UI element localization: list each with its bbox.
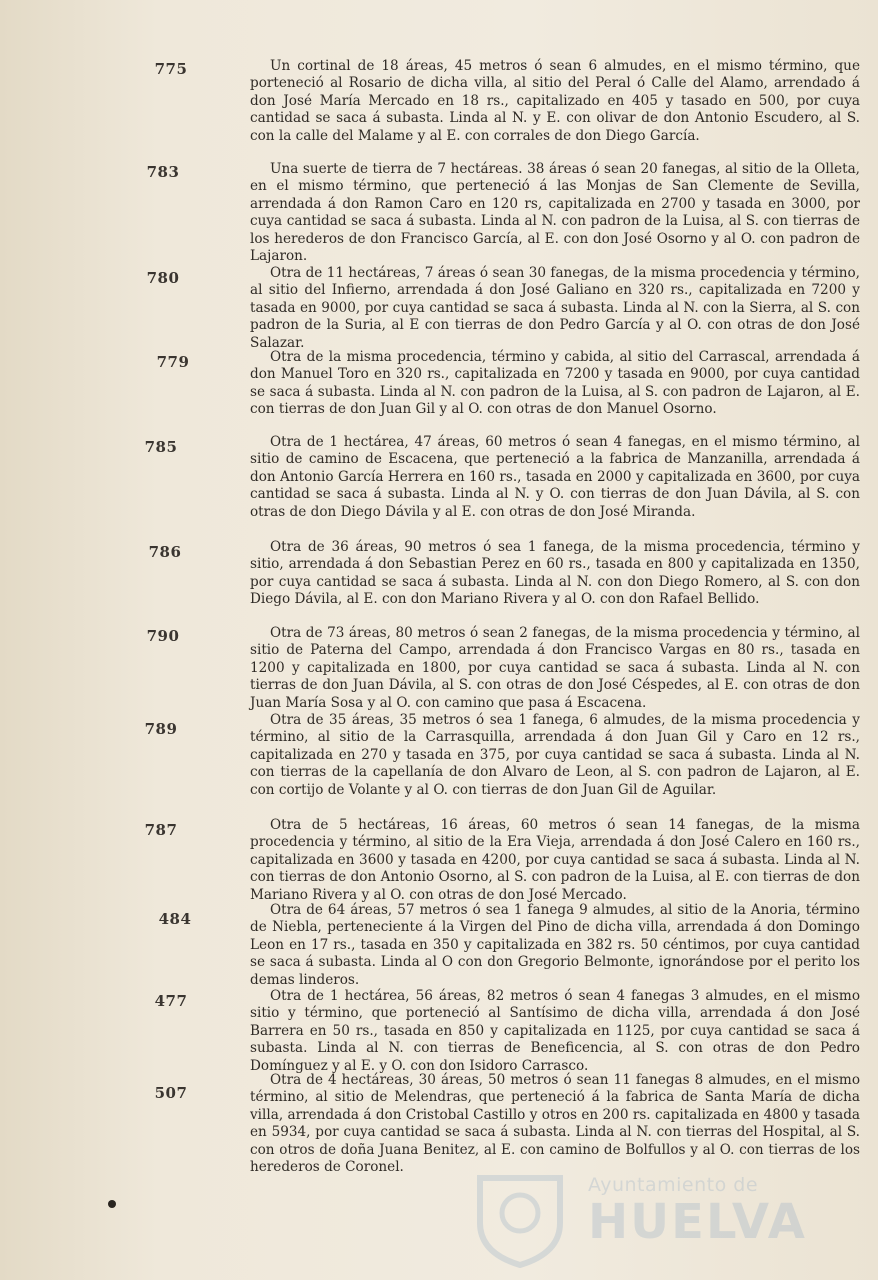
entry-number: 477 xyxy=(154,992,188,1010)
shield-icon xyxy=(470,1168,570,1268)
entry-text: Otra de 4 hectáreas, 30 áreas, 50 metros ó sean 11 fanegas 8 almudes, en el mismo término, al sitio de Melendras, que perteneció á la fabrica de Santa María de dicha villa, arrendada á don Cristobal Castillo y otros en 200 rs. capitalizada en 4800 y tasada en 5934, por cuya cantidad se saca á subasta. Linda al N. con tierras del Hospital, al S. con otros de doña Juana Benitez, al E. con camino de Bolfullos y al O. con tierras de los herederos de Coronel. xyxy=(250,1072,860,1176)
entry-text: Otra de 64 áreas, 57 metros ó sea 1 fanega 9 almudes, al sitio de la Anoria, término de Niebla, perteneciente á la Virgen del Pino de dicha villa, arrendada á don Domingo Leon en 17 rs., tasada en 350 y capitalizada en 382 rs. 50 céntimos, por cuya cantidad se saca á subasta. Linda al O con don Gregorio Belmonte, ignorándose por el perito los demas linderos. xyxy=(250,902,860,988)
entry-number: 783 xyxy=(146,163,180,181)
entry-number: 775 xyxy=(154,60,188,78)
entry-number: 779 xyxy=(156,353,190,371)
entry-number: 786 xyxy=(148,543,182,561)
entry-number: 785 xyxy=(144,438,178,456)
entry-number: 780 xyxy=(146,269,180,287)
watermark-logo xyxy=(470,1168,810,1268)
entry-text: Otra de 35 áreas, 35 metros ó sea 1 fanega, 6 almudes, de la misma procedencia y término, al sitio de la Carrasquilla, arrendada á don Juan Gil y Caro en 12 rs., capitalizada en 270 y tasada en 375, por cuya cantidad se saca á subasta. Linda al N. con tierras de la capellanía de don Alvaro de Leon, al S. con padron de Lajaron, al E. con cortijo de Volante y al O. con tierras de don Juan Gil de Aguilar. xyxy=(250,712,860,798)
entry-text: Otra de 11 hectáreas, 7 áreas ó sean 30 fanegas, de la misma procedencia y término, al sitio del Infierno, arrendada á don José Galiano en 320 rs., capitalizada en 7200 y tasada en 9000, por cuya cantidad se saca á subasta. Linda al N. con la Sierra, al S. con padron de la Suria, al E con tierras de don Pedro García y al O. con otras de don José Salazar. xyxy=(250,265,860,351)
entry-number: 484 xyxy=(158,910,192,928)
entry-text: Un cortinal de 18 áreas, 45 metros ó sean 6 almudes, en el mismo término, que porteneció al Rosario de dicha villa, al sitio del Peral ó Calle del Alamo, arrendado á don José María Mercado en 18 rs., capitalizado en 405 y tasado en 500, por cuya cantidad se saca á subasta. Linda al N. y E. con olivar de don Antonio Escudero, al S. con la calle del Malame y al E. con corrales de don Diego García. xyxy=(250,58,860,144)
entry-text: Otra de la misma procedencia, término y cabida, al sitio del Carrascal, arrendada á don Manuel Toro en 320 rs., capitalizada en 7200 y tasada en 9000, por cuya cantidad se saca á subasta. Linda al N. con padron de la Luisa, al S. con padron de Lajaron, al E. con tierras de don Juan Gil y al O. con otras de don Manuel Osorno. xyxy=(250,349,860,418)
watermark-top-text: Ayuntamiento de xyxy=(588,1174,759,1196)
entry-text: Otra de 5 hectáreas, 16 áreas, 60 metros ó sean 14 fanegas, de la misma procedencia y término, al sitio de la Era Vieja, arrendada á don José Calero en 160 rs., capitalizada en 3600 y tasada en 4200, por cuya cantidad se saca á subasta. Linda al N. con tierras de don Antonio Osorno, al S. con padron de la Luisa, al E. con tierras de don Mariano Rivera y al O. con otras de don José Mercado. xyxy=(250,817,860,903)
entry-text: Otra de 1 hectárea, 56 áreas, 82 metros ó sean 4 fanegas 3 almudes, en el mismo sitio y término, que porteneció al Santísimo de dicha villa, arrendada á don José Barrera en 50 rs., tasada en 850 y capitalizada en 1125, por cuya cantidad se saca á subasta. Linda al N. con tierras de Beneficencia, al S. con otras de don Pedro Domínguez y al E. y O. con don Isidoro Carrasco. xyxy=(250,988,860,1074)
entry-number: 790 xyxy=(146,627,180,645)
bullet-mark xyxy=(108,1200,116,1208)
entry-number: 787 xyxy=(144,821,178,839)
watermark-main-text: HUELVA xyxy=(588,1194,807,1250)
entry-text: Otra de 1 hectárea, 47 áreas, 60 metros ó sean 4 fanegas, en el mismo término, al sitio de camino de Escacena, que perteneció a la fabrica de Manzanilla, arrendada á don Antonio García Herrera en 160 rs., tasada en 2000 y capitalizada en 3600, por cuya cantidad se saca á subasta. Linda al N. y O. con tierras de don Juan Dávila, al S. con otras de don Diego Dávila y al E. con otras de don José Miranda. xyxy=(250,434,860,520)
entry-text: Otra de 73 áreas, 80 metros ó sean 2 fanegas, de la misma procedencia y término, al sitio de Paterna del Campo, arrendada á don Francisco Vargas en 80 rs., tasada en 1200 y capitalizada en 1800, por cuya cantidad se saca á subasta. Linda al N. con tierras de don Juan Dávila, al S. con otras de don José Céspedes, al E. con otras de don Juan María Sosa y al O. con camino que pasa á Escacena. xyxy=(250,625,860,711)
entry-text: Otra de 36 áreas, 90 metros ó sea 1 fanega, de la misma procedencia, término y sitio, arrendada á don Sebastian Perez en 60 rs., tasada en 800 y capitalizada en 1350, por cuya cantidad se saca á subasta. Linda al N. con don Diego Romero, al S. con don Diego Dávila, al E. con don Mariano Rivera y al O. con don Rafael Bellido. xyxy=(250,539,860,608)
entry-number: 789 xyxy=(144,720,178,738)
entry-number: 507 xyxy=(154,1084,188,1102)
entry-text: Una suerte de tierra de 7 hectáreas. 38 áreas ó sean 20 fanegas, al sitio de la Olleta, en el mismo término, que perteneció á las Monjas de San Clemente de Sevilla, arrendada á don Ramon Caro en 120 rs, capitalizada en 2700 y tasada en 3000, por cuya cantidad se saca á subasta. Linda al N. con padron de la Luisa, al S. con tierras de los herederos de don Francisco García, al E. con don José Osorno y al O. con padron de Lajaron. xyxy=(250,161,860,265)
